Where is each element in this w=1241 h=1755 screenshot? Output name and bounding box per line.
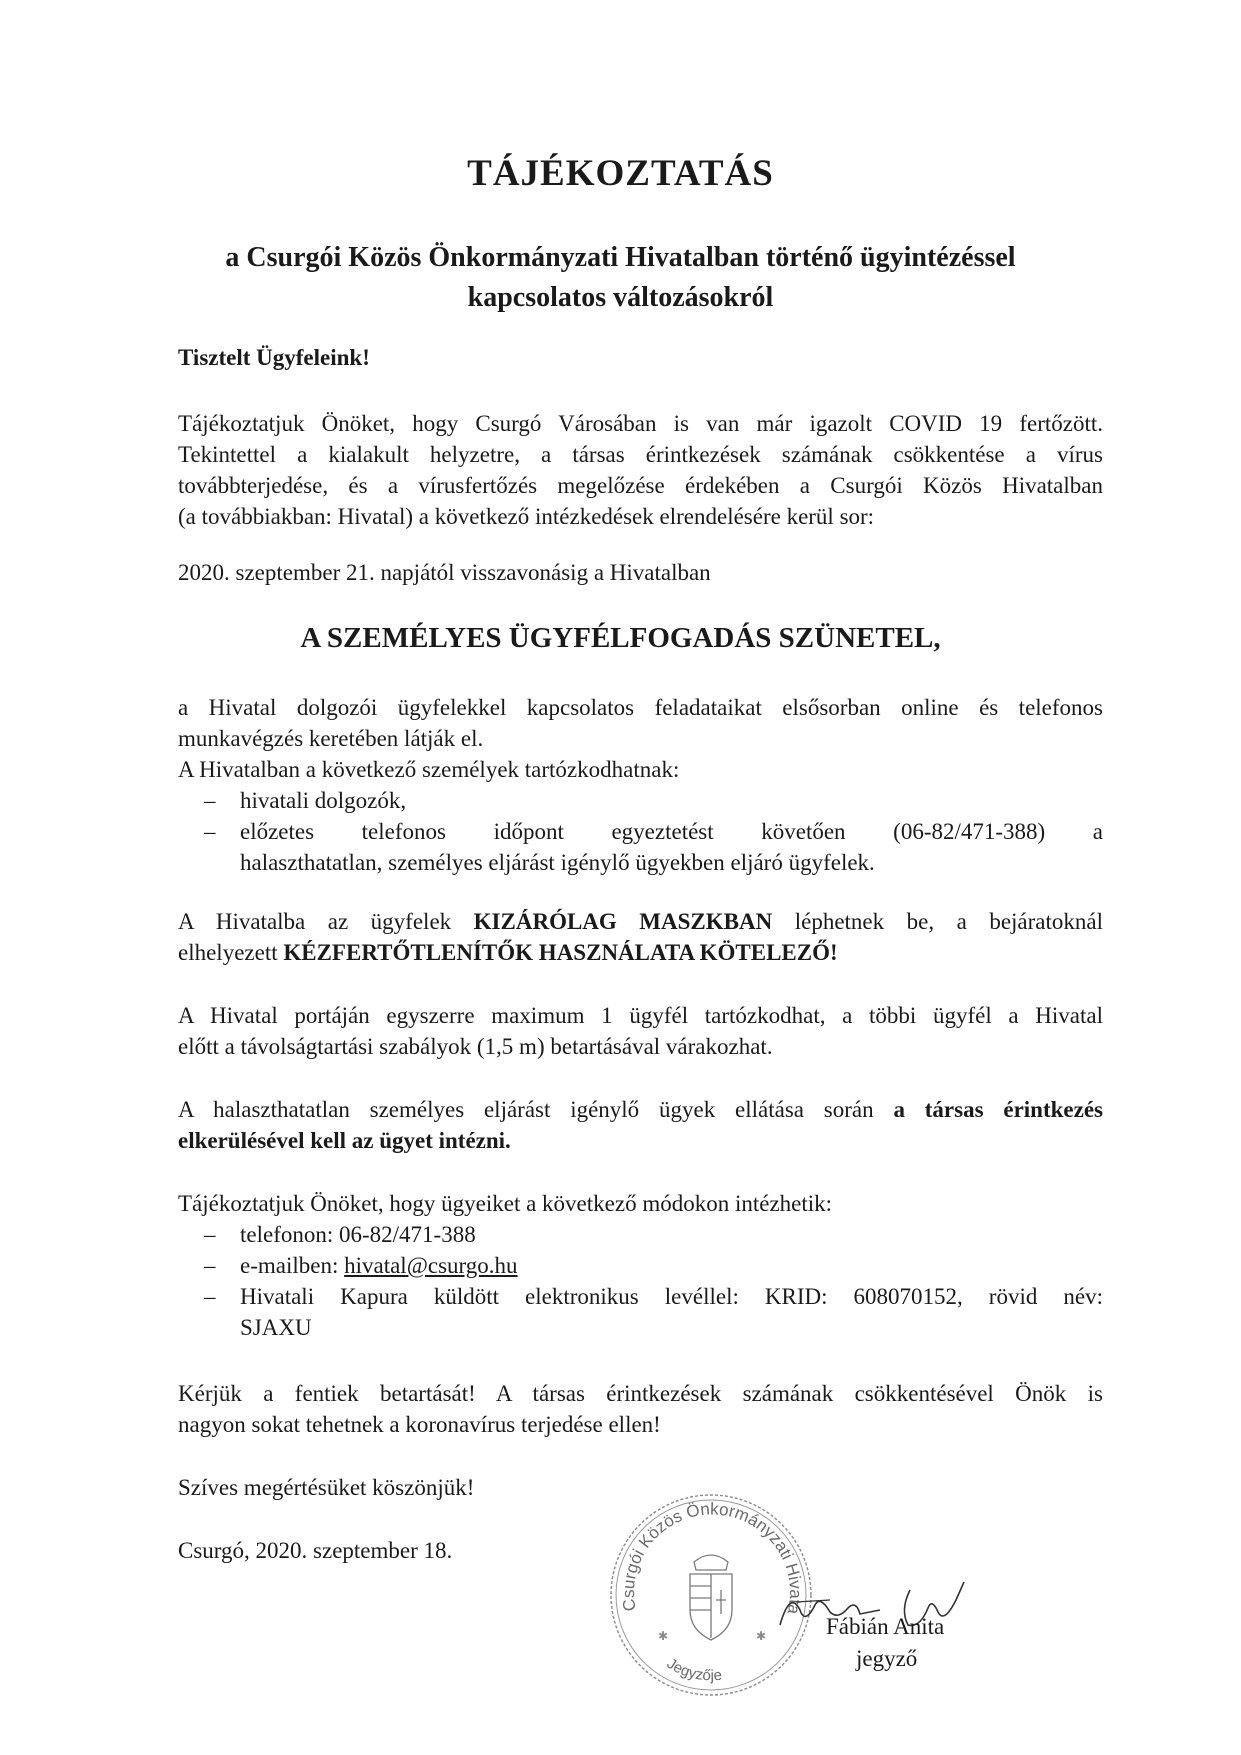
dash-bullet: –: [204, 1284, 216, 1309]
contact-paragraph: [178, 1094, 1103, 1156]
email-link[interactable]: hivatal@csurgo.hu: [344, 1253, 518, 1278]
closing-paragraph: [178, 1378, 1103, 1440]
thanks-line: Szíves megértésüket köszönjük!: [178, 1475, 475, 1500]
document-title: TÁJÉKOZTATÁS: [467, 153, 774, 194]
mask-line-1: A Hivatalba az ügyfelek KIZÁRÓLAG MASZKBAN léphetnek be, a bejáratoknál: [178, 909, 1103, 934]
work-line-2: munkavégzés keretében látják el.: [178, 726, 484, 751]
ways-list: [204, 1219, 1103, 1343]
list-item: – hivatali dolgozók,: [204, 785, 1103, 816]
list-item-krid: – Hivatali Kapura küldött elektronikus levéllel: KRID: 608070152, rövid név: SJAXU: [204, 1281, 1103, 1343]
closing-line-1: Kérjük a fentiek betartását! A társas érintkezések számának csökkentésével Önök is: [178, 1381, 1103, 1406]
stamp-text-top: Csurgói Közös Önkormányzati Hivata: [618, 1499, 806, 1616]
subtitle-line-1: a Csurgói Közös Önkormányzati Hivatalban történő ügyintézéssel: [225, 242, 1016, 273]
intro-line-3: továbbterjedése, és a vírusfertőzés megelőzése érdekében a Csurgói Közös Hivatalban: [178, 473, 1103, 498]
porta-line-2: előtt a távolságtartási szabályok (1,5 m) betartásával várakozhat.: [178, 1034, 773, 1059]
place-date: Csurgó, 2020. szeptember 18.: [178, 1538, 453, 1563]
persons-list: [204, 785, 1103, 878]
dash-bullet: –: [204, 1253, 216, 1278]
stamp-star-icon: ✱: [756, 1629, 767, 1643]
list-item-phone: – telefonon: 06-82/471-388: [204, 1219, 1103, 1250]
work-paragraph: [178, 692, 1103, 785]
contact-line-2: elkerülésével kell az ügyet intézni.: [178, 1128, 511, 1153]
greeting: Tisztelt Ügyfeleink!: [178, 345, 370, 370]
intro-line-1: Tájékoztatjuk Önöket, hogy Csurgó Városában is van már igazolt COVID 19 fertőzött.: [178, 411, 1103, 436]
contact-line-1: A halaszthatatlan személyes eljárást igénylő ügyek ellátása során a társas érintkezés: [178, 1097, 1103, 1122]
dash-bullet: –: [204, 819, 216, 844]
intro-paragraph: [178, 408, 1103, 532]
stamp-text-bottom: Jegyzője: [663, 1655, 723, 1685]
mask-only-emphasis: KIZÁRÓLAG MASZKBAN: [473, 909, 773, 934]
persons-intro: A Hivatalban a következő személyek tartózkodhatnak:: [178, 757, 680, 782]
signer-role: jegyző: [856, 1646, 918, 1671]
intro-line-2: Tekintettel a kialakult helyzetre, a társas érintkezések számának csökkentése a vírus: [178, 442, 1103, 467]
signer-name: Fábián Anita: [826, 1614, 945, 1639]
list-item-email: – e-mailben: hivatal@csurgo.hu: [204, 1250, 1103, 1281]
work-line-1: a Hivatal dolgozói ügyfelekkel kapcsolatos feladataikat elsősorban online és telefonos: [178, 695, 1103, 720]
list-item: – előzetes telefonos időpont egyeztetést követően (06-82/471-388) a: [204, 816, 1103, 847]
subtitle-line-2: kapcsolatos változásokról: [467, 282, 774, 313]
intro-line-4: (a továbbiakban: Hivatal) a következő intézkedések elrendelésére kerül sor:: [178, 504, 875, 529]
closing-line-2: nagyon sokat tehetnek a koronavírus terjedése ellen!: [178, 1412, 661, 1437]
porta-paragraph: [178, 1000, 1103, 1062]
ways-intro: Tájékoztatjuk Önöket, hogy ügyeiket a következő módokon intézhetik:: [178, 1191, 833, 1216]
coat-of-arms-icon: [690, 1555, 732, 1640]
dash-bullet: –: [204, 788, 216, 813]
mask-line-2: elhelyezett KÉZFERTŐTLENÍTŐK HASZNÁLATA KÖTELEZŐ!: [178, 940, 838, 965]
list-item-continuation: halaszthatatlan, személyes eljárást igénylő ügyekben eljáró ügyfelek.: [240, 850, 875, 875]
main-heading: A SZEMÉLYES ÜGYFÉLFOGADÁS SZÜNETEL,: [300, 622, 941, 654]
date-line: 2020. szeptember 21. napjától visszavonásig a Hivatalban: [178, 560, 711, 585]
dash-bullet: –: [204, 1222, 216, 1247]
mask-paragraph: [178, 906, 1103, 968]
document-subtitle: [0, 238, 1241, 318]
porta-line-1: A Hivatal portáján egyszerre maximum 1 ügyfél tartózkodhat, a többi ügyfél a Hivatal: [178, 1003, 1103, 1028]
stamp-star-icon: ✱: [658, 1629, 669, 1643]
hand-sanitizer-emphasis: KÉZFERTŐTLENÍTŐK HASZNÁLATA KÖTELEZŐ!: [283, 940, 838, 965]
